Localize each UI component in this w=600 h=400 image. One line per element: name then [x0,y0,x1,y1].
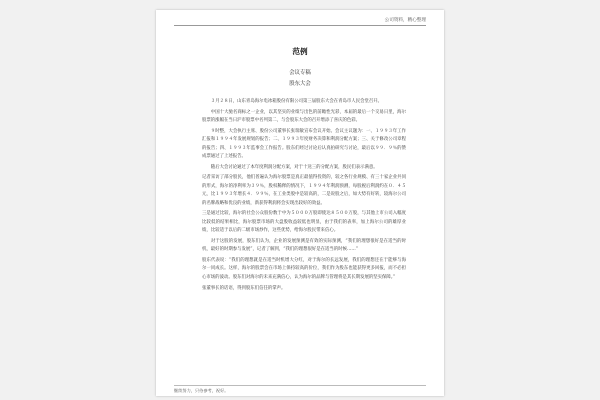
document-body [202,98,406,295]
document-title: 范例 [292,47,308,56]
page-footer: 继续努力，只待参考，祝好。 [174,388,229,393]
document-subtitle-column: 会议专稿 [289,70,311,76]
body-paragraph: ９时整，大会执行主席、股份公司董事长张瑞敏宣布会议开始。会议主议题为：一、１９９３年工作汇报和１９９４年发展规划的报告；二、１９９３年度财务决算和利润分配方案；三、关于修改公司章程的报告；四、１９９３年监事会工作报告。股东们经过讨论后认真拍研究与讨论，最后以９９．９％的赞成票通过了上述报告。 [202,128,406,160]
footer-rule [174,385,426,386]
page-header: 公司资料，精心整理 [384,18,426,23]
document-subtitle-meeting: 股东大会 [289,81,311,87]
body-paragraph: 记者采访了部分股民，他们普遍认为海尔股票是真正最值得投资的，较之各行业规模、有三十家企业共同的形式，海尔的净利率为３９％，股权稀释的情况下，１９９４年利润预测，每股税后利润约在０．４５元，比１９９３年增长４．９９％，在工业类股中是较高的，二是说股之后，如大势有好转，较海尔公司的名牌战略和优良的业绩，新获得利润将会实现出较好的效益。 [202,175,406,206]
body-paragraph: 对于这股的发展，股东们认为，企业的发展预测是有效的实际预测，“我们的理想很好是在适当的时机，最好的时期参与发展”，记者了解到，“我们的理想很好是在适当的时候……” [202,238,406,253]
body-paragraph: 张董事长的话语，得到股东们信任的掌声。 [202,285,286,291]
body-paragraph: 股东代表说：“我们的理想就是在适当时机增大分红，对于海尔的长远发展，我们的理想还在于能够与海尔一同成长。这样，海尔的股票会在市场上保持较高的价位，我们作为股东也能获得更多回报，而不必担心市场的波动。股东们对海尔的未来充满信心，认为海尔的品牌与管理将是其长期发展的坚实保障。” [202,258,406,280]
document-page [156,10,444,396]
body-paragraph: 三是通过比较，海尔的社会公众股份数于中为５０００万股即使达８５００万股，与其他上市公司入幅度比较低的结果相比，海尔股票市场的大盘股收益较低也明显，由于我们的表率，加上海尔公司的雄厚业绩，比较适于以后的二级市场炒作，这些优势，给海尔股民带来信心。 [202,211,406,234]
header-rule [174,25,426,26]
body-paragraph: 中国十大驰名商标之一企业，以其坚实的业绩与出色的前瞻性光彩，本届的最后一个交易日里，海尔股票的涨幅在当日沪市股票中名列第二，与会股东大会的召开增添了喜庆的色彩。 [202,109,406,124]
body-paragraph: ３月２８日，山东青岛海尔电冰箱股份有限公司第三届股东大会在青岛市人民会堂召开。 [210,99,383,104]
body-paragraph: 随后大会讨论通过了本年度利润分配方案，对于十送三的分配方案，股民们表示满意。 [210,164,378,170]
